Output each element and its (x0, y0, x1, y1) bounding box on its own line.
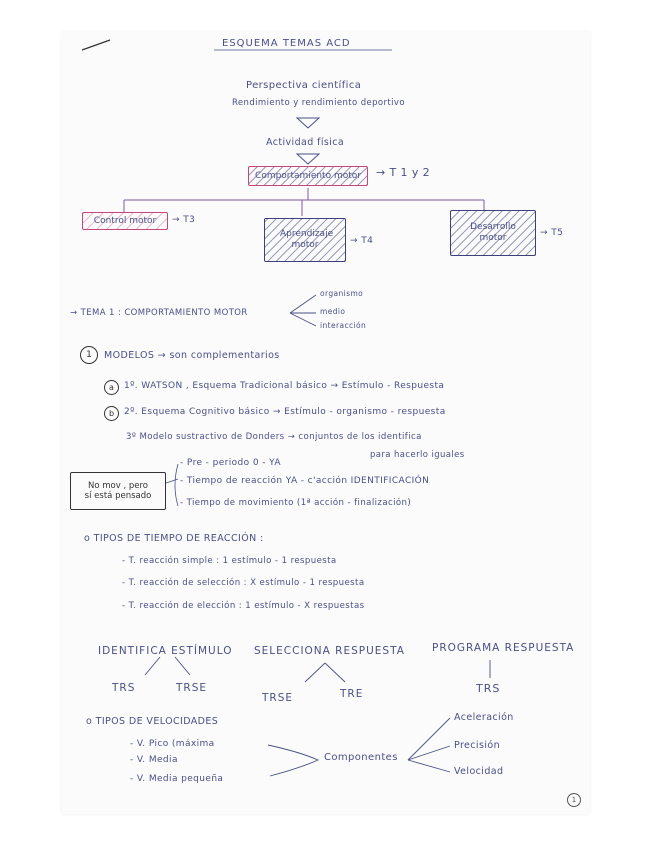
speed-component-item: Velocidad (454, 766, 504, 777)
model-1-text: 1º. WATSON , Esquema Tradicional básico → Estímulo - Respuesta (124, 381, 445, 391)
models-heading: MODELOS → son complementarios (104, 350, 280, 361)
speed-components: Componentes (324, 752, 398, 763)
model-a-letter: a (109, 383, 114, 392)
model-3-sub: - Tiempo de movimiento (1ª acción - finalización) (180, 498, 412, 508)
phase-abbr: TRSE (262, 692, 294, 704)
motor-learning-box (264, 218, 346, 262)
page-number (567, 793, 581, 807)
speed-type-item: - V. Media pequeña (130, 774, 224, 784)
motor-learning-label: Aprendizaje motor (280, 229, 334, 250)
tema1-label: → TEMA 1 : COMPORTAMIENTO MOTOR (70, 308, 248, 318)
motor-control-label: Control motor (93, 215, 157, 226)
motor-learning-ref: → T4 (350, 236, 374, 246)
phase-abbr: TRS (112, 682, 136, 694)
motor-behaviour-label: Comportamiento motor (255, 170, 361, 181)
side-note-box (70, 472, 166, 510)
phase-abbr: TRS (476, 682, 501, 695)
motor-development-box (450, 210, 536, 256)
model-a-badge (104, 380, 119, 395)
side-note-line: sí está pensado (84, 491, 152, 501)
model-3-sub: - Tiempo de reacción YA - c'acción IDENTIFICACIÓN (180, 476, 430, 486)
reaction-type-item: - T. reacción de selección : X estímulo - 1 respuesta (122, 578, 365, 588)
motor-development-label: Desarrollo motor (470, 222, 516, 243)
reaction-type-item: - T. reacción simple : 1 estímulo - 1 respuesta (122, 556, 337, 566)
reaction-types-heading: o TIPOS DE TIEMPO DE REACCIÓN : (84, 533, 264, 544)
motor-development-ref: → T5 (540, 228, 564, 238)
section-number: 1 (86, 350, 92, 360)
motor-behaviour-ref: → T 1 y 2 (376, 166, 431, 179)
motor-control-box (82, 212, 168, 230)
model-3-tail: para hacerlo iguales (370, 450, 465, 460)
physical-activity-line: Actividad física (266, 137, 345, 148)
speed-type-item: - V. Pico (máxima (130, 739, 215, 749)
perspective-line: Perspectiva científica (246, 80, 362, 91)
page-number-value: 1 (571, 796, 577, 804)
phase-abbr: TRSE (176, 682, 208, 694)
tema1-branch: interacción (320, 321, 367, 330)
model-b-badge (104, 406, 119, 421)
speed-types-heading: o TIPOS DE VELOCIDADES (86, 716, 219, 727)
section-number-badge (80, 346, 98, 364)
notebook-page (62, 32, 590, 814)
reaction-type-item: - T. reacción de elección : 1 estímulo - X respuestas (122, 601, 365, 611)
tema1-branch: organismo (320, 289, 364, 298)
model-3-text: 3º Modelo sustractivo de Donders → conjuntos de los identifica (126, 432, 422, 442)
speed-component-item: Precisión (454, 740, 500, 751)
speed-type-item: - V. Media (130, 755, 178, 765)
speed-component-item: Aceleración (454, 712, 514, 723)
tema1-branch: medio (320, 307, 346, 316)
page-title: ESQUEMA TEMAS ACD (222, 38, 351, 49)
phase-abbr: TRE (340, 688, 364, 700)
side-note-line: No mov , pero (87, 480, 148, 491)
phase-label: PROGRAMA RESPUESTA (432, 642, 575, 654)
motor-control-ref: → T3 (172, 215, 196, 225)
model-3-sub: - Pre - periodo 0 - YA (180, 458, 281, 468)
phase-label: IDENTIFICA ESTÍMULO (98, 645, 233, 657)
model-b-letter: b (108, 409, 115, 418)
performance-line: Rendimiento y rendimiento deportivo (232, 98, 405, 108)
phase-label: SELECCIONA RESPUESTA (254, 645, 405, 657)
motor-behaviour-box (248, 166, 368, 186)
model-2-text: 2º. Esquema Cognitivo básico → Estímulo - organismo - respuesta (124, 407, 446, 417)
